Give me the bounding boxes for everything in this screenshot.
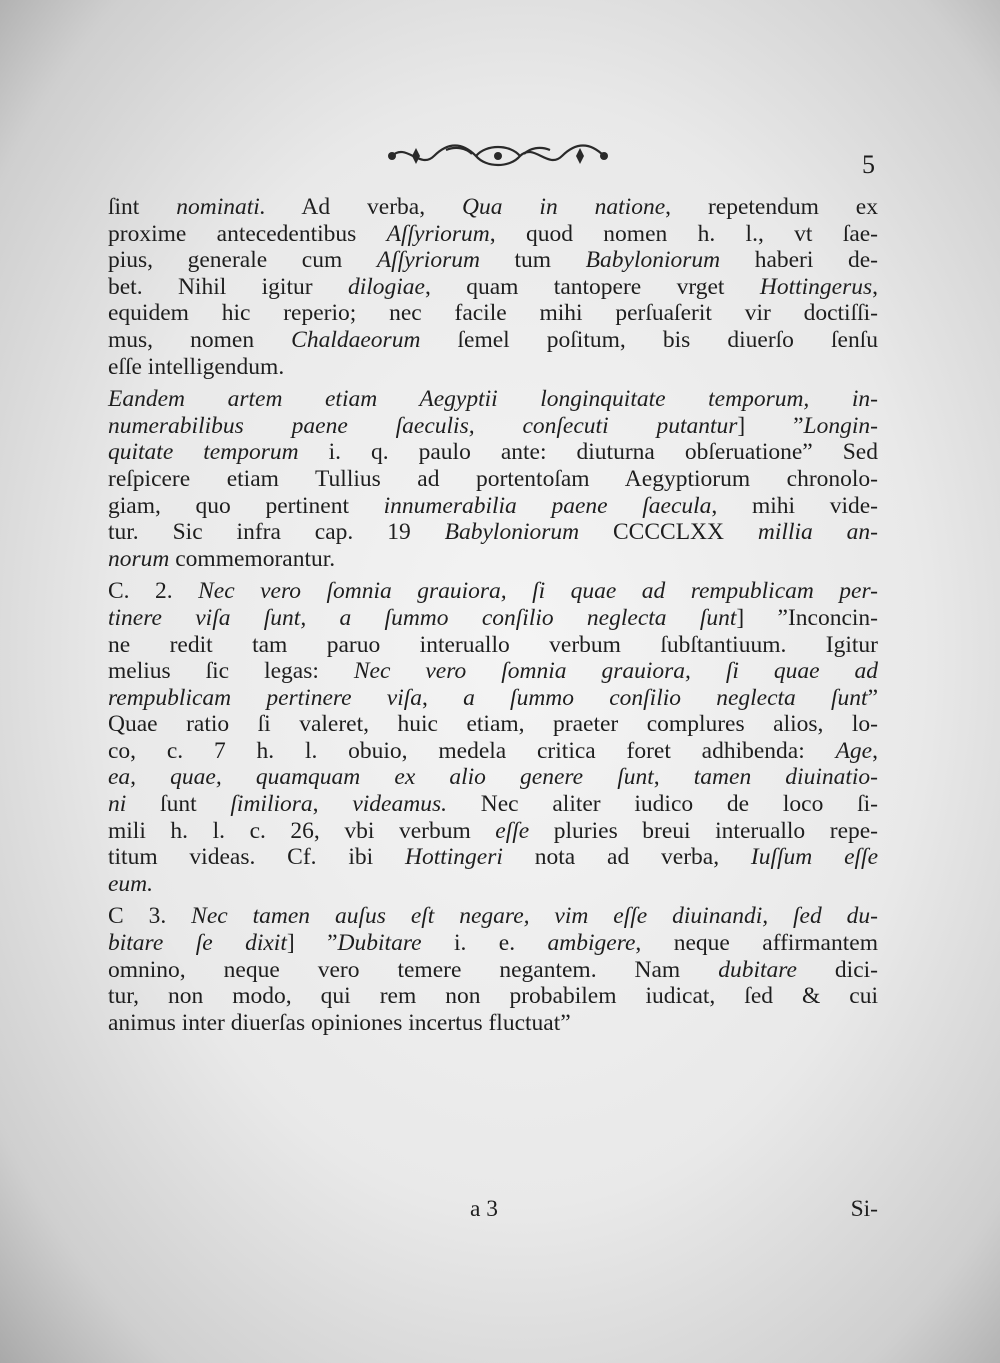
roman-text: , neque affirmantem (635, 930, 878, 957)
roman-text: , (653, 764, 694, 791)
roman-text: C 3. (108, 903, 192, 930)
roman-text: ] ” (737, 412, 804, 439)
roman-text: ] ” (286, 930, 338, 957)
roman-text: i. q. paulo ante: diuturna obſeruatione” Sed (298, 439, 878, 466)
text-line (108, 466, 878, 493)
italic-text: dilogiae (347, 273, 425, 300)
catchword: Si- (850, 1196, 878, 1222)
italic-text: dubitare (718, 956, 797, 983)
roman-text: ” (867, 684, 878, 711)
roman-text: , quod nomen h. l., vt ſae- (489, 220, 879, 247)
text-line (108, 818, 878, 845)
roman-text: proxime antecedentibus (108, 220, 387, 247)
italic-text: bitare ſe dixit (108, 930, 287, 957)
text-line (108, 354, 878, 381)
text-line (108, 685, 878, 712)
roman-text: animus inter diuerſas opiniones incertus fluctuat” (108, 1009, 571, 1036)
roman-text: , mihi vide- (711, 492, 878, 519)
text-line (108, 327, 878, 354)
italic-text: Longin- (803, 412, 878, 439)
roman-text: equidem hic reperio; nec facile mihi perſuaſerit vir doctiſſi- (108, 300, 878, 327)
roman-text: Ad verba, (265, 194, 463, 220)
italic-text: Dubitare (337, 930, 422, 957)
roman-text: dici- (796, 956, 878, 983)
text-line (108, 844, 878, 871)
roman-text: Quae ratio ſi valeret, huic etiam, praeter complures alios, lo- (108, 711, 878, 738)
text-line (108, 274, 878, 301)
italic-text: videamus. (352, 791, 447, 818)
italic-text: Age (835, 737, 873, 764)
roman-text: eſſe intelligendum. (108, 353, 285, 380)
italic-text: eum. (108, 870, 154, 897)
paragraph (108, 578, 878, 897)
italic-text: Qua in natione (462, 194, 666, 220)
paragraph (108, 903, 878, 1036)
text-line (108, 871, 878, 898)
italic-text: rempublicam pertinere viſa (108, 684, 423, 711)
roman-text: Nec aliter iudico de loco ſi- (446, 791, 879, 818)
text-line (108, 764, 878, 791)
page-footer (108, 1196, 878, 1226)
italic-text: norum (108, 545, 170, 572)
roman-text: tur. Sic infra cap. 19 (108, 519, 445, 546)
roman-text: i. e. (421, 930, 548, 957)
roman-text: C. 2. (108, 578, 199, 605)
page-number: 5 (862, 150, 875, 179)
text-line (108, 413, 878, 440)
text-line (108, 711, 878, 738)
italic-text: millia an- (757, 519, 878, 546)
italic-text: ni (108, 791, 127, 818)
italic-text: quitate temporum (108, 439, 299, 466)
text-line (108, 493, 878, 520)
text-line (108, 1010, 878, 1037)
roman-text: commemorantur. (169, 545, 336, 572)
roman-text: mus, nomen (108, 326, 292, 353)
italic-text: Iuſſum eſſe (750, 844, 878, 871)
paragraph (108, 386, 878, 572)
italic-text: innumerabilia paene ſaecula (383, 492, 712, 519)
roman-text: ſunt (126, 791, 231, 818)
roman-text: , repetendum ex (665, 194, 878, 220)
roman-text: , quam tantopere vrget (424, 273, 760, 300)
italic-text: Eandem artem etiam Aegyptii longinquitate temporum, in- (108, 386, 878, 413)
italic-text: Nec vero ſomnia grauiora, ſi quae ad rempublicam per- (198, 578, 878, 605)
roman-text: co, c. 7 h. l. obuio, medela critica foret adhibenda: (108, 737, 836, 764)
roman-text: pius, generale cum (108, 247, 377, 274)
italic-text: eſſe (495, 817, 530, 844)
italic-text: Hottingerus (759, 273, 873, 300)
roman-text: bet. Nihil igitur (108, 273, 348, 300)
text-line (108, 605, 878, 632)
text-line (108, 300, 878, 327)
roman-text: melius ſic legas: (108, 658, 354, 685)
italic-text: ſimiliora (230, 791, 313, 818)
text-line (108, 983, 878, 1010)
italic-text: Babyloniorum (444, 519, 580, 546)
roman-text: tur, non modo, qui rem non probabilem iudicat, ſed & cui (108, 983, 878, 1010)
text-line (108, 221, 878, 248)
roman-text: nota ad verba, (502, 844, 751, 871)
italic-text: numerabilibus paene ſaeculis, conſecuti putantur (108, 412, 738, 439)
text-line (108, 578, 878, 605)
text-line (108, 658, 878, 685)
text-line (108, 519, 878, 546)
italic-text: tinere viſa ſunt, a ſummo conſilio neglecta ſunt (108, 604, 737, 631)
roman-text: haberi de- (720, 247, 878, 274)
italic-text: Babyloniorum (585, 247, 721, 274)
italic-text: Nec tamen auſus eſt negare, vim eſſe diuinandi, ſed du- (191, 903, 878, 930)
text-line (108, 439, 878, 466)
text-line (108, 738, 878, 765)
body-text (108, 194, 878, 1036)
roman-text: reſpicere etiam Tullius ad portentoſam Aegyptiorum chronolo- (108, 465, 878, 492)
roman-text: pluries breui interuallo repe- (529, 817, 879, 844)
text-line (108, 194, 878, 221)
roman-text: mili h. l. c. 26, vbi verbum (108, 817, 496, 844)
roman-text: , (312, 791, 353, 818)
text-line (108, 791, 878, 818)
roman-text: , (872, 737, 878, 764)
text-line (108, 903, 878, 930)
roman-text: titum videas. Cf. ibi (108, 844, 405, 871)
italic-text: Hottingeri (405, 844, 503, 871)
roman-text: ] ”Inconcin- (736, 604, 878, 631)
headpiece-ornament (386, 136, 610, 176)
roman-text: ſemel poſitum, bis diuerſo ſenſu (420, 326, 878, 353)
italic-text: nominati. (176, 194, 266, 220)
italic-text: Aſſyriorum (386, 220, 490, 247)
text-line (108, 957, 878, 984)
paragraph (108, 194, 878, 380)
roman-text: omnino, neque vero temere negantem. Nam (108, 956, 719, 983)
roman-text: CCCCLXX (579, 519, 758, 546)
roman-text: tum (479, 247, 586, 274)
roman-text: , (422, 684, 464, 711)
italic-text: Chaldaeorum (291, 326, 421, 353)
roman-text: , (872, 273, 878, 300)
italic-text: Nec vero ſomnia grauiora, ſi quae ad (353, 658, 879, 685)
italic-text: Aſſyriorum (376, 247, 480, 274)
italic-text: ea, quae, quamquam ex alio genere ſunt (108, 764, 654, 791)
italic-text: tamen diuinatio- (693, 764, 878, 791)
text-line (108, 632, 878, 659)
text-line (108, 930, 878, 957)
signature-mark: a 3 (470, 1196, 499, 1222)
italic-text: ambigere (547, 930, 636, 957)
text-line (108, 386, 878, 413)
text-line (108, 546, 878, 573)
italic-text: a ſummo conſilio neglecta ſunt (463, 684, 868, 711)
text-line (108, 247, 878, 274)
roman-text: ne redit tam paruo interuallo verbum ſubſtantiuum. Igitur (108, 631, 878, 658)
roman-text: ſint (108, 194, 177, 220)
roman-text: giam, quo pertinent (108, 492, 384, 519)
